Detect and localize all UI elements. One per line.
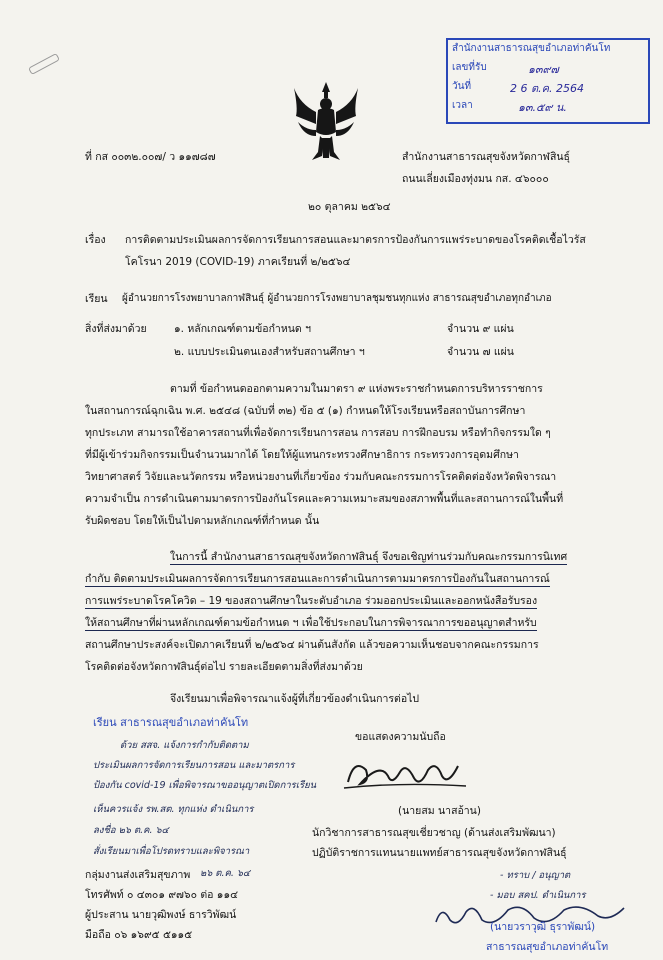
routing-heading: เรียน สาธารณสุขอำเภอท่าคันโท bbox=[93, 716, 249, 729]
attachment-qty-2: จำนวน ๗ แผ่น bbox=[447, 346, 514, 358]
routing-line-3: ป้องกัน covid-19 เพื่อพิจารณาขออนุญาตเปิดการเรียน bbox=[93, 780, 317, 791]
approval-line-2: - มอบ สคป. ดำเนินการ bbox=[490, 890, 586, 901]
para1-line-4: ที่มีผู้เข้าร่วมกิจกรรมเป็นจำนวนมากได้ โดยให้ผู้แทนกระทรวงศึกษาธิการ กระทรวงการอุดมศึกษา bbox=[85, 449, 519, 461]
stamp-number-value: ๑๓๙๗ bbox=[528, 63, 559, 76]
recipient-text: ผู้อำนวยการโรงพยาบาลกาฬสินธุ์ ผู้อำนวยการโรงพยาบาลชุมชนทุกแห่ง สาธารณสุขอำเภอทุกอำเภอ bbox=[122, 293, 552, 304]
signer-position-2: ปฏิบัติราชการแทนนายแพทย์สาธารณสุขจังหวัดกาฬสินธุ์ bbox=[312, 847, 567, 859]
para1-line-2: ในสถานการณ์ฉุกเฉิน พ.ศ. ๒๕๔๘ (ฉบับที่ ๓๒) ข้อ ๕ (๑) กำหนดให้โรงเรียนหรือสถาบันการศึกษา bbox=[85, 405, 526, 417]
para1-line-6: ความจำเป็น การดำเนินตามมาตรการป้องกันโรคและความเหมาะสมของสภาพพื้นที่และสถานการณ์ในพื้นที่ bbox=[85, 493, 564, 505]
stamp-date-label: วันที่ bbox=[452, 81, 472, 92]
para1-line-3: ทุกประเภท สามารถใช้อาคารสถานที่เพื่อจัดการเรียนการสอน การสอบ การฝึกอบรม หรือทำกิจกรรมใด ๆ bbox=[85, 427, 551, 439]
para2-line-6: โรคติดต่อจังหวัดกาฬสินธุ์ต่อไป รายละเอียดตามสิ่งที่ส่งมาด้วย bbox=[85, 661, 363, 673]
receipt-stamp bbox=[446, 38, 650, 124]
para1-line-5: วิทยาศาสตร์ วิจัยและนวัตกรรม หรือหน่วยงานที่เกี่ยวข้อง ร่วมกับคณะกรรมการโรคติดต่อจังหวัดพิจารณา bbox=[85, 471, 557, 483]
attachment-qty-1: จำนวน ๙ แผ่น bbox=[447, 323, 514, 335]
para2-line-3: การแพร่ระบาดโรคโควิด – 19 ของสถานศึกษาในระดับอำเภอ ร่วมออกประเมินและออกหนังสือรับรอง bbox=[85, 595, 538, 607]
approval-line-1: - ทราบ / อนุญาต bbox=[500, 870, 571, 881]
contact-phone: โทรศัพท์ ๐ ๔๓๐๑ ๙๗๖๐ ต่อ ๑๑๔ bbox=[85, 889, 239, 901]
stamp-date-value: 2 6 ต.ค. 2564 bbox=[510, 82, 584, 95]
attachments-label: สิ่งที่ส่งมาด้วย bbox=[85, 323, 147, 335]
subject-line-2: โคโรนา 2019 (COVID-19) ภาคเรียนที่ ๒/๒๕๖๔ bbox=[125, 256, 351, 268]
routing-line-5: ลงชื่อ ๒๖ ต.ค. ๖๔ bbox=[93, 825, 169, 836]
stamp-time-label: เวลา bbox=[452, 100, 473, 111]
routing-line-1: ด้วย สสจ. แจ้งการกำกับติดตาม bbox=[120, 740, 249, 751]
stamp-office: สำนักงานสาธารณสุขอำเภอท่าคันโท bbox=[452, 43, 611, 54]
routing-line-2: ประเมินผลการจัดการเรียนการสอน และมาตรการ bbox=[93, 760, 295, 771]
routing-line-4: เห็นควรแจ้ง รพ.สต. ทุกแห่ง ดำเนินการ bbox=[93, 804, 254, 815]
para2-line-1: ในการนี้ สำนักงานสาธารณสุขจังหวัดกาฬสินธุ์ จึงขอเชิญท่านร่วมกับคณะกรรมการนิเทศ bbox=[170, 551, 568, 563]
stamp-time-value: ๑๓.๕๙ น. bbox=[518, 101, 567, 114]
contact-mobile: มือถือ ๐๖ ๑๖๙๕ ๕๑๑๕ bbox=[85, 929, 193, 941]
approver-title: สาธารณสุขอำเภอท่าคันโท bbox=[486, 941, 609, 953]
attachment-item-1: ๑. หลักเกณฑ์ตามข้อกำหนด ฯ bbox=[174, 323, 311, 335]
contact-group: กลุ่มงานส่งเสริมสุขภาพ bbox=[85, 869, 191, 881]
para2-line-4: ให้สถานศึกษาที่ผ่านหลักเกณฑ์ตามข้อกำหนด ฯ เพื่อใช้ประกอบในการพิจารณาการขออนุญาตสำหรับ bbox=[85, 617, 537, 629]
subject-label: เรื่อง bbox=[85, 234, 106, 246]
signer-position-1: นักวิชาการสาธารณสุขเชี่ยวชาญ (ด้านส่งเสริมพัฒนา) bbox=[312, 827, 556, 839]
subject-line-1: การติดตามประเมินผลการจัดการเรียนการสอนและมาตรการป้องกันการแพร่ระบาดของโรคติดเชื้อไวรัส bbox=[125, 234, 586, 246]
para2-line-2: กำกับ ติดตามประเมินผลการจัดการเรียนการสอนและการดำเนินการตามมาตรการป้องกันในสถานการณ์ bbox=[85, 573, 550, 585]
approver-name: (นายวราวุฒิ ธุราพัฒน์) bbox=[490, 921, 596, 933]
paperclip-icon bbox=[28, 53, 60, 75]
contact-coordinator: ผู้ประสาน นายวุฒิพงษ์ ธารวิพัฒน์ bbox=[85, 909, 237, 921]
recipient-label: เรียน bbox=[85, 293, 108, 305]
routing-line-6: สั่งเรียนมาเพื่อโปรดทราบและพิจารณา bbox=[93, 846, 250, 857]
para2-line-5: สถานศึกษาประสงค์จะเปิดภาคเรียนที่ ๒/๒๕๖๔ ผ่านต้นสังกัด แล้วขอความเห็นชอบจากคณะกรรมการ bbox=[85, 639, 539, 651]
attachment-item-2: ๒. แบบประเมินตนเองสำหรับสถานศึกษา ฯ bbox=[174, 346, 365, 358]
office-address: ถนนเลี่ยงเมืองทุ่งมน กส. ๔๖๐๐๐ bbox=[402, 173, 549, 185]
closing-line: จึงเรียนมาเพื่อพิจารณาแจ้งผู้ที่เกี่ยวข้องดำเนินการต่อไป bbox=[170, 693, 420, 705]
office-name: สำนักงานสาธารณสุขจังหวัดกาฬสินธุ์ bbox=[402, 151, 570, 163]
garuda-emblem-icon bbox=[292, 80, 360, 164]
regards: ขอแสดงความนับถือ bbox=[355, 731, 446, 743]
doc-number: ที่ กส ๐๐๓๒.๐๐๗/ ว ๑๑๗๘๗ bbox=[85, 151, 216, 163]
signature-image bbox=[340, 752, 470, 796]
handwritten-date-mark: ๒๖ ต.ค. ๖๔ bbox=[200, 868, 251, 879]
para1-line-1: ตามที่ ข้อกำหนดออกตามความในมาตรา ๙ แห่งพระราชกำหนดการบริหารราชการ bbox=[170, 383, 543, 395]
para1-line-7: รับผิดชอบ โดยให้เป็นไปตามหลักเกณฑ์ที่กำหนด นั้น bbox=[85, 515, 320, 527]
signer-name: (นายสม นาสอ้าน) bbox=[398, 805, 481, 817]
stamp-number-label: เลขที่รับ bbox=[452, 62, 487, 73]
document-date: ๒๐ ตุลาคม ๒๕๖๔ bbox=[308, 201, 391, 213]
